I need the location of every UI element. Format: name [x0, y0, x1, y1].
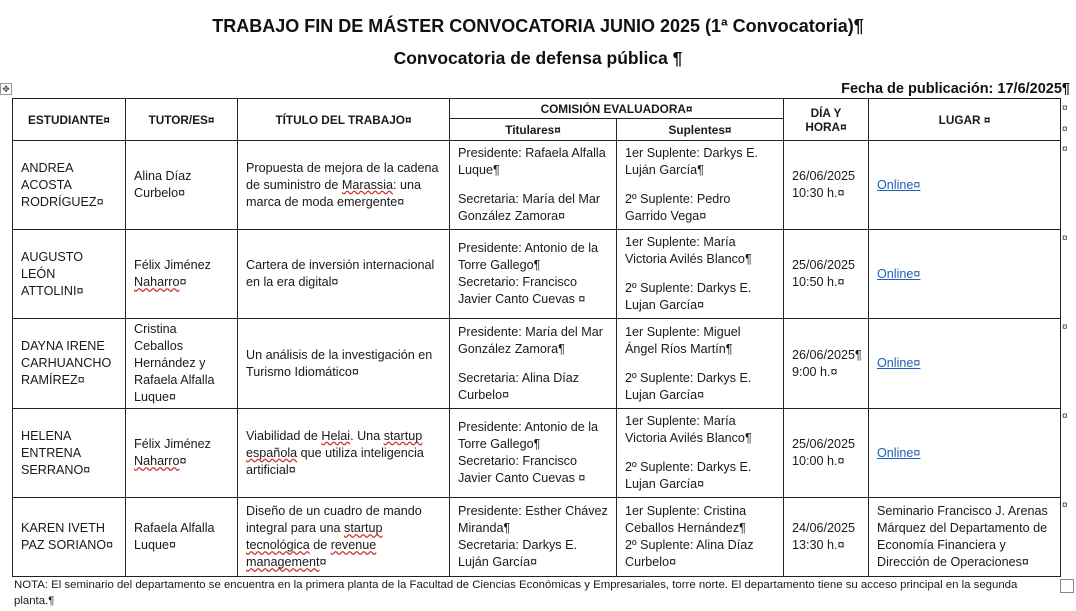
first-substitute: 1er Suplente: María Victoria Avilés Blanco¶ — [625, 235, 752, 266]
title-text: que utiliza inteligencia artificial¤ — [246, 445, 424, 477]
row-end-marker: ¤ — [1062, 411, 1068, 422]
second-substitute: 2º Suplente: Darkys E. Lujan García¤ — [625, 460, 752, 491]
header-title: TÍTULO DEL TRABAJO¤ — [238, 99, 450, 141]
title-flagged-word: startup española — [246, 428, 423, 460]
table-row — [13, 230, 1061, 319]
tutor-text: Félix Jiménez — [134, 437, 211, 451]
header-substitutes: Suplentes¤ — [617, 119, 784, 141]
header-place: LUGAR ¤ — [869, 99, 1061, 141]
place-cell — [869, 141, 1061, 230]
title-flagged-word: Helai — [321, 428, 351, 443]
president: Presidente: María del Mar González Zamora¶ — [458, 324, 603, 356]
header-tutor: TUTOR/ES¤ — [126, 99, 238, 141]
defense-time: 13:30 h.¤ — [792, 538, 845, 552]
defense-date: 26/06/2025 — [792, 169, 856, 183]
online-link[interactable]: Online¤ — [877, 445, 921, 460]
second-substitute: 2º Suplente: Darkys E. Lujan García¤ — [625, 370, 752, 402]
title-text: : una marca de moda emergente¤ — [246, 177, 422, 209]
student-cell: DAYNA IRENE CARHUANCHO RAMÍREZ¤ — [13, 319, 126, 409]
defense-time: 10:30 h.¤ — [792, 186, 845, 200]
header-holders: Titulares¤ — [450, 119, 617, 141]
document-title: TRABAJO FIN DE MÁSTER CONVOCATORIA JUNIO 2025 (1ª Convocatoria)¶ — [212, 16, 864, 36]
student-cell: KAREN IVETH PAZ SORIANO¤ — [13, 498, 126, 577]
substitutes-cell — [617, 319, 784, 409]
header-time: HORA¤ — [805, 119, 847, 134]
datetime-cell — [784, 319, 869, 409]
title-cell — [238, 141, 450, 230]
online-link[interactable]: Online¤ — [877, 356, 921, 370]
title-cell — [238, 498, 450, 577]
secretary: Secretario: Francisco Javier Canto Cuevas ¤ — [458, 275, 586, 306]
tutor-flagged-word: Naharro — [134, 275, 180, 289]
first-substitute: 1er Suplente: Cristina Ceballos Hernández¶ — [625, 504, 747, 535]
tutor-text: Félix Jiménez — [134, 258, 211, 272]
header-datetime — [784, 99, 869, 141]
tutor-cell: Cristina Ceballos Hernández y Rafaela Alfalla Luque¤ — [126, 319, 238, 409]
table-row — [13, 141, 1061, 230]
defense-date: 24/06/2025 — [792, 521, 856, 535]
tutor-cell — [126, 409, 238, 498]
table-row — [13, 319, 1061, 409]
defense-time: 10:00 h.¤ — [792, 454, 845, 468]
datetime-cell — [784, 141, 869, 230]
tutor-cell: Rafaela Alfalla Luque¤ — [126, 498, 238, 577]
row-end-marker: ¤ — [1062, 144, 1068, 155]
tutor-cell: Alina Díaz Curbelo¤ — [126, 141, 238, 230]
end-of-document-box — [1060, 579, 1074, 593]
title-cell — [238, 409, 450, 498]
defense-date: 25/06/2025 — [792, 258, 856, 272]
row-end-marker: ¤ — [1062, 322, 1068, 333]
document-subtitle: Convocatoria de defensa pública ¶ — [393, 48, 683, 68]
defense-date: 26/06/2025¶ — [792, 347, 862, 362]
holders-cell — [450, 409, 617, 498]
row-end-marker: ¤ — [1062, 233, 1068, 244]
defense-schedule-table — [12, 98, 1061, 577]
second-substitute: 2º Suplente: Alina Díaz Curbelo¤ — [625, 538, 754, 569]
president: Presidente: Antonio de la Torre Gallego¶ — [458, 420, 599, 451]
president: Presidente: Rafaela Alfalla Luque¶ — [458, 146, 606, 177]
secretary: Secretaria: Alina Díaz Curbelo¤ — [458, 370, 580, 402]
substitutes-cell — [617, 409, 784, 498]
second-substitute: 2º Suplente: Darkys E. Lujan García¤ — [625, 281, 752, 312]
footer-note: NOTA: El seminario del departamento se encuentra en la primera planta de la Facultad de Ciencias Económicas y Empresariales, torre norte. El departamento tiene su acceso principal en la segunda planta.¶ — [14, 579, 1018, 607]
president: Presidente: Esther Chávez Miranda¶ — [458, 504, 608, 535]
place-cell — [869, 319, 1061, 409]
holders-cell — [450, 141, 617, 230]
student-cell: HELENA ENTRENA SERRANO¤ — [13, 409, 126, 498]
secretary: Secretario: Francisco Javier Canto Cuevas ¤ — [458, 454, 586, 485]
defense-time: 10:50 h.¤ — [792, 275, 845, 289]
title-text: Viabilidad de — [246, 428, 322, 443]
place-cell: Seminario Francisco J. Arenas Márquez del Departamento de Economía Financiera y Dirección de Operaciones¤ — [869, 498, 1061, 577]
defense-time: 9:00 h.¤ — [792, 364, 838, 379]
holders-cell — [450, 498, 617, 577]
row-end-marker: ¤ — [1062, 103, 1068, 114]
row-end-marker: ¤ — [1062, 124, 1068, 135]
title-text: Diseño de un cuadro de mando integral para una — [246, 504, 422, 535]
place-cell — [869, 230, 1061, 319]
substitutes-cell — [617, 230, 784, 319]
datetime-cell — [784, 498, 869, 577]
place-cell — [869, 409, 1061, 498]
defense-date: 25/06/2025 — [792, 437, 856, 451]
publication-date: Fecha de publicación: 17/6/2025¶ — [841, 81, 1070, 97]
online-link[interactable]: Online¤ — [877, 266, 921, 281]
first-substitute: 1er Suplente: Darkys E. Luján García¶ — [625, 146, 758, 177]
first-substitute: 1er Suplente: María Victoria Avilés Blanco¶ — [625, 414, 752, 445]
title-text: . Una — [350, 428, 384, 443]
tutor-cell — [126, 230, 238, 319]
first-substitute: 1er Suplente: Miguel Ángel Ríos Martín¶ — [625, 324, 741, 356]
second-substitute: 2º Suplente: Pedro Garrido Vega¤ — [625, 192, 731, 223]
datetime-cell — [784, 230, 869, 319]
table-row — [13, 409, 1061, 498]
title-text: ¤ — [319, 555, 327, 569]
secretary: Secretaria: Darkys E. Luján García¤ — [458, 538, 577, 569]
title-flagged-word: revenue management — [246, 538, 377, 569]
president: Presidente: Antonio de la Torre Gallego¶ — [458, 241, 599, 272]
table-move-handle-icon[interactable]: ✥ — [0, 83, 12, 95]
student-cell: ANDREA ACOSTA RODRÍGUEZ¤ — [13, 141, 126, 230]
header-day: DÍA Y — [810, 105, 842, 120]
title-cell: Un análisis de la investigación en Turismo Idiomático¤ — [238, 319, 450, 409]
datetime-cell — [784, 409, 869, 498]
tutor-text: ¤ — [179, 454, 187, 468]
student-cell: AUGUSTO LEÓN ATTOLINI¤ — [13, 230, 126, 319]
substitutes-cell — [617, 498, 784, 577]
title-text: Propuesta de mejora de la cadena de suministro de — [246, 160, 439, 192]
title-flagged-word: startup tecnológica — [246, 521, 383, 552]
online-link[interactable]: Online¤ — [877, 177, 921, 192]
table-row — [13, 498, 1061, 577]
holders-cell — [450, 230, 617, 319]
holders-cell — [450, 319, 617, 409]
tutor-text: ¤ — [179, 275, 187, 289]
title-cell: Cartera de inversión internacional en la era digital¤ — [238, 230, 450, 319]
title-flagged-word: Marassia — [341, 177, 393, 192]
header-student: ESTUDIANTE¤ — [13, 99, 126, 141]
secretary: Secretaria: María del Mar González Zamora¤ — [458, 192, 601, 223]
title-text: de — [309, 538, 331, 552]
tutor-flagged-word: Naharro — [134, 454, 180, 468]
substitutes-cell — [617, 141, 784, 230]
row-end-marker: ¤ — [1062, 500, 1068, 511]
header-committee: COMISIÓN EVALUADORA¤ — [450, 99, 784, 119]
